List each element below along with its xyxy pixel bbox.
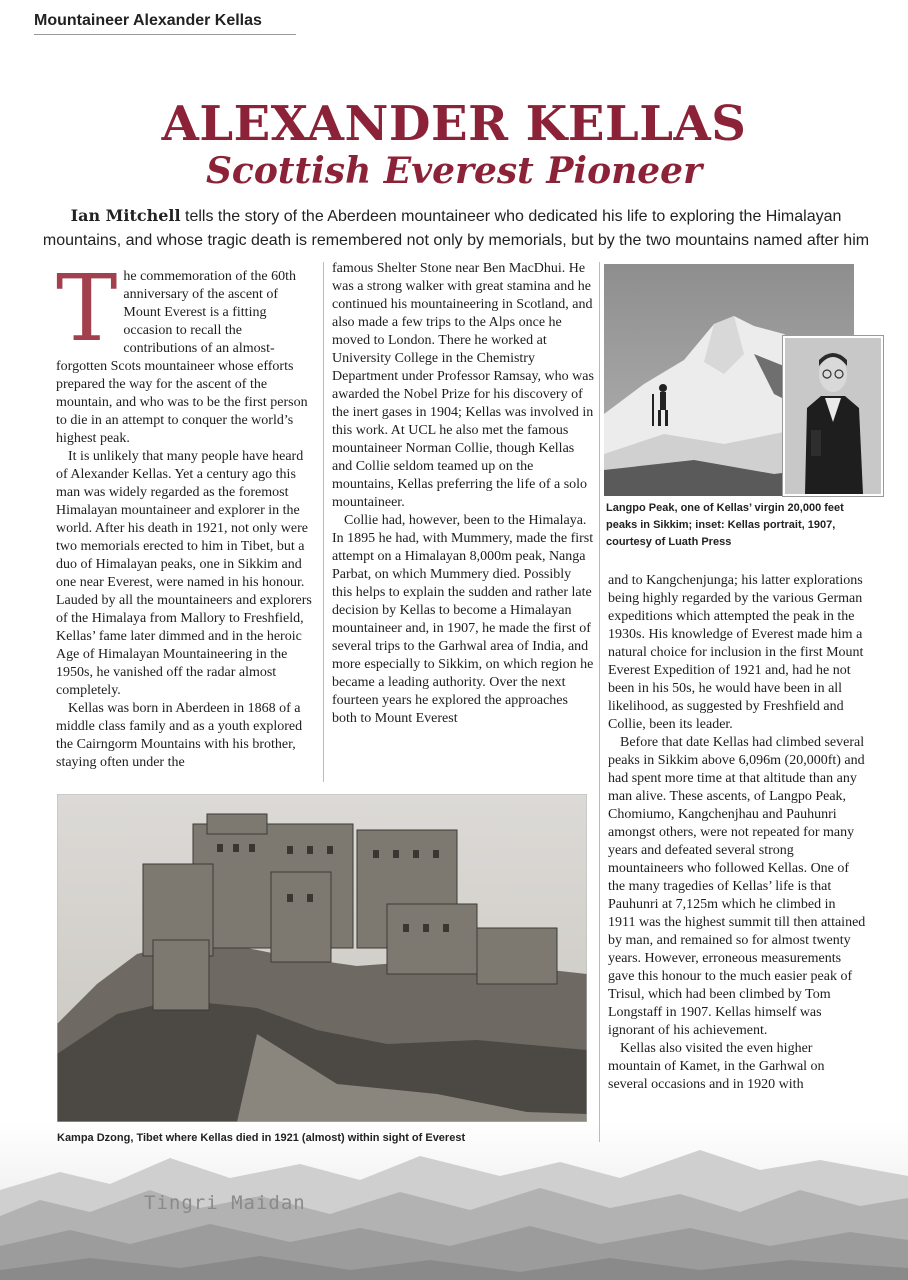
- photo-caption-langpo: Langpo Peak, one of Kellas’ virgin 20,000 feet peaks in Sikkim; inset: Kellas portrait, 1907, courtesy of Luath Press: [606, 502, 844, 548]
- paragraph: he commemoration of the 60th anniversary of the ascent of Mount Everest is a fitting occasion to recall the contributions of an almost-forgotten Scots mountaineer whose efforts prepared the way for the ascent of the mountain, and who was to be the first person to die in an attempt to conquer the world’s highest peak.: [56, 269, 308, 446]
- author-name: Ian Mitchell: [70, 206, 181, 225]
- paragraph: famous Shelter Stone near Ben MacDhui. He was a strong walker with great stamina and he continued his mountaineering in Scotland, and also made a few trips to the Alps once he moved to London. There he worked at University College in the Chemistry Department under Professor Ramsay, who was awarded the Nobel Prize for his discovery of the inert gases in 1904; Kellas was involved in this work. At UCL he also met the famous mountaineer Norman Collie, though Kellas and Collie seldom teamed up on the mountains, Kellas preferring the life of a solo mountaineer.: [332, 261, 594, 510]
- paragraph: It is unlikely that many people have heard of Alexander Kellas. Yet a century ago this man was widely regarded as the foremost Himalayan mountaineer and explorer in the world. After his death in 1921, not only were two memorials erected to him in Tibet, but a duo of Himalayan peaks, one in Sikkim and one near Everest, were named in his honour. Lauded by all the mountaineers and explorers of the Himalaya from Mallory to Freshfield, Kellas’ fame later dimmed and in the heroic Age of Himalayan Mountaineering in the 1950s, he vanished off the radar almost completely.: [56, 449, 312, 698]
- photo-caption-kampa: Kampa Dzong, Tibet where Kellas died in 1921 (almost) within sight of Everest: [57, 1132, 466, 1144]
- paragraph: Before that date Kellas had climbed several peaks in Sikkim above 6,096m (20,000ft) and had spent more time at that altitude than any man alive. These ascents, of Langpo Peak, Chomiumo, Kangchenjhau and Pauhunri amongst others, were not repeated for many years and defeated several strong mountaineers who followed Kellas. One of the many tragedies of Kellas’ life is that Pauhunri at 7,125m which he climbed in 1911 was the highest summit till then attained by man, and remained so for almost twenty years. However, erroneous measurements gave this honour to the much easier peak of Trisul, which had been climbed by Tom Longstaff in 1907. Kellas himself was ignorant of his achievement.: [608, 735, 866, 1038]
- standfirst: [40, 204, 872, 253]
- column-divider: [599, 262, 600, 1142]
- paragraph: Kellas also visited the even higher mountain of Kamet, in the Garhwal on several occasions and in 1920 with: [608, 1041, 825, 1092]
- kampa-dzong-photo: [57, 794, 587, 1122]
- paragraph: Collie had, however, been to the Himalaya. In 1895 he had, with Mummery, made the first attempt on a Himalayan 8,000m peak, Nanga Parbat, on which Mummery died. Possibly this helps to explain the sudden and rather late decision by Kellas to become a Himalayan mountaineer and, in 1907, he made the first of several trips to the Garhwal area of India, and more especially to Sikkim, on which region he became a leading authority. Over the next fourteen years he explored the approaches both to Mount Everest: [332, 513, 594, 726]
- paragraph: Kellas was born in Aberdeen in 1868 of a middle class family and as a youth explored the Cairngorm Mountains with his brother, staying often under the: [56, 701, 303, 770]
- map-label: Tingri Maidan: [144, 1192, 306, 1214]
- page-subtitle: Scottish Everest Pioneer: [205, 150, 703, 192]
- article-column-2: [332, 260, 594, 728]
- article-column-1: [56, 255, 314, 772]
- drop-cap: T: [56, 255, 118, 362]
- kellas-portrait-photo: [783, 336, 883, 496]
- column-divider: [323, 262, 324, 782]
- standfirst-text: tells the story of the Aberdeen mountaineer who dedicated his life to exploring the Himalayan mountains, and whose tragic death is remembered not only by memorials, but by the two mountains named after him: [42, 208, 870, 249]
- article-column-3: [608, 572, 866, 1094]
- running-head: Mountaineer Alexander Kellas: [34, 12, 296, 35]
- page-title: ALEXANDER KELLAS: [161, 96, 747, 152]
- paragraph: and to Kangchenjunga; his latter explorations being highly regarded by the various German expeditions which attempted the peak in the 1930s. His knowledge of Everest made him a natural choice for inclusion in the first Mount Everest Expedition of 1921 and, had he not been in his 50s, he would have been in all likelihood, as suggested by Freshfield and Collie, been its leader.: [608, 573, 864, 732]
